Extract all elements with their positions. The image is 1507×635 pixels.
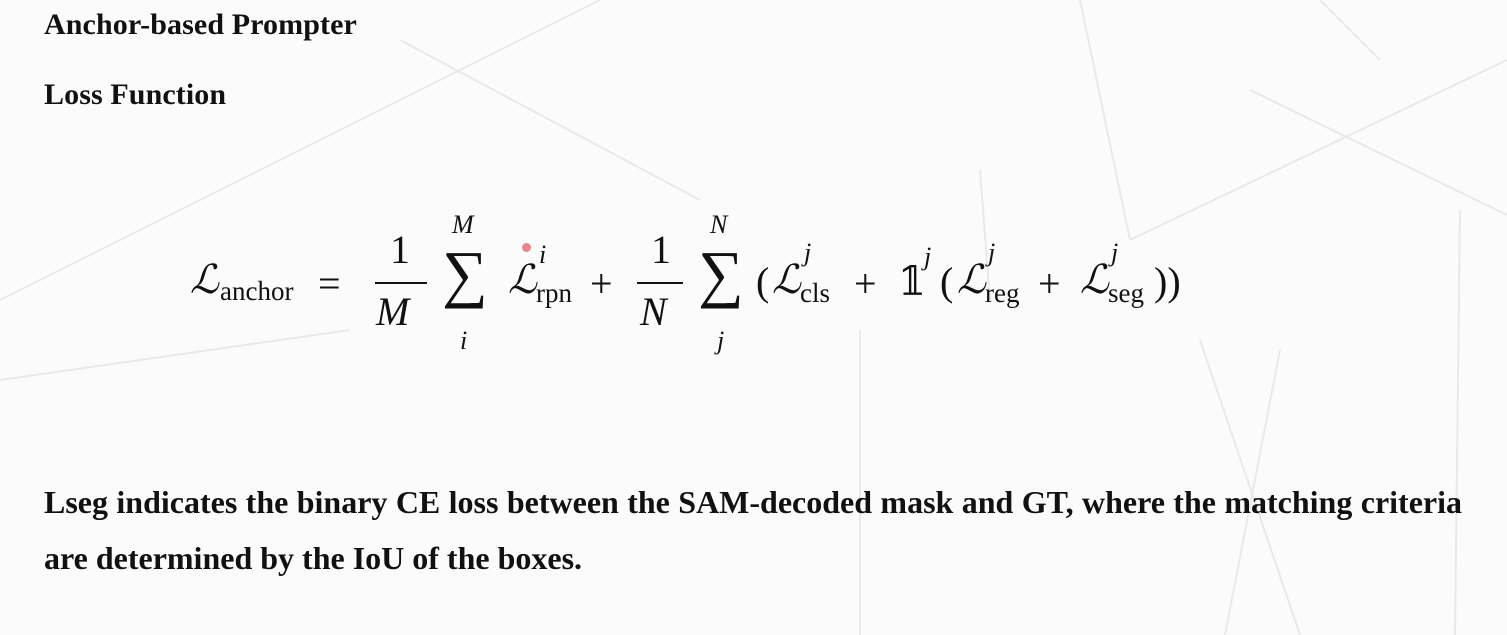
cls-loss-symbol: ℒ xyxy=(772,257,801,303)
frac2-numerator: 1 xyxy=(651,227,671,272)
sum2-upper-limit: N xyxy=(710,210,728,239)
rpn-loss-symbol: ℒ xyxy=(508,257,537,303)
cls-loss-subscript: cls xyxy=(800,278,830,308)
rpn-loss-superscript: i xyxy=(539,240,547,269)
lhs-subscript: anchor xyxy=(220,276,294,306)
indicator-function: 𝟙 xyxy=(898,259,926,304)
frac1-denominator: M xyxy=(376,289,410,334)
section-subtitle: Loss Function xyxy=(44,78,227,111)
rpn-loss-subscript: rpn xyxy=(536,278,572,308)
pointer-dot xyxy=(522,243,531,252)
section-title: Anchor-based Prompter xyxy=(44,8,357,41)
frac2-denominator: N xyxy=(640,289,667,334)
lhs-symbol: ℒ xyxy=(190,257,219,303)
reg-loss-superscript: j xyxy=(988,238,996,267)
reg-loss-subscript: reg xyxy=(985,278,1020,308)
indicator-superscript: j xyxy=(924,242,932,271)
frac1-numerator: 1 xyxy=(390,227,410,272)
frac1-bar xyxy=(375,282,427,284)
open-paren: ( xyxy=(756,259,770,304)
open-paren-2: ( xyxy=(940,259,954,304)
sum2-lower-limit: j xyxy=(717,326,725,355)
sum1-sigma: ∑ xyxy=(442,238,488,309)
frac2-bar xyxy=(637,282,683,284)
sum1-lower-limit: i xyxy=(460,326,468,355)
seg-loss-superscript: j xyxy=(1111,238,1119,267)
close-parens: )) xyxy=(1154,259,1181,304)
loss-formula xyxy=(190,212,1290,362)
plus-sign-3: + xyxy=(1038,261,1061,306)
plus-sign-1: + xyxy=(590,261,613,306)
explanation-paragraph: Lseg indicates the binary CE loss between the SAM-decoded mask and GT, where the matching criteria are determined by the IoU of the boxes. xyxy=(44,484,1462,576)
seg-loss-symbol: ℒ xyxy=(1080,257,1109,303)
sum2-sigma: ∑ xyxy=(698,238,744,309)
reg-loss-symbol: ℒ xyxy=(957,257,986,303)
equals-sign: = xyxy=(318,261,341,306)
cls-loss-superscript: j xyxy=(804,238,812,267)
sum1-upper-limit: M xyxy=(452,210,474,239)
plus-sign-2: + xyxy=(854,261,877,306)
seg-loss-subscript: seg xyxy=(1108,278,1144,308)
